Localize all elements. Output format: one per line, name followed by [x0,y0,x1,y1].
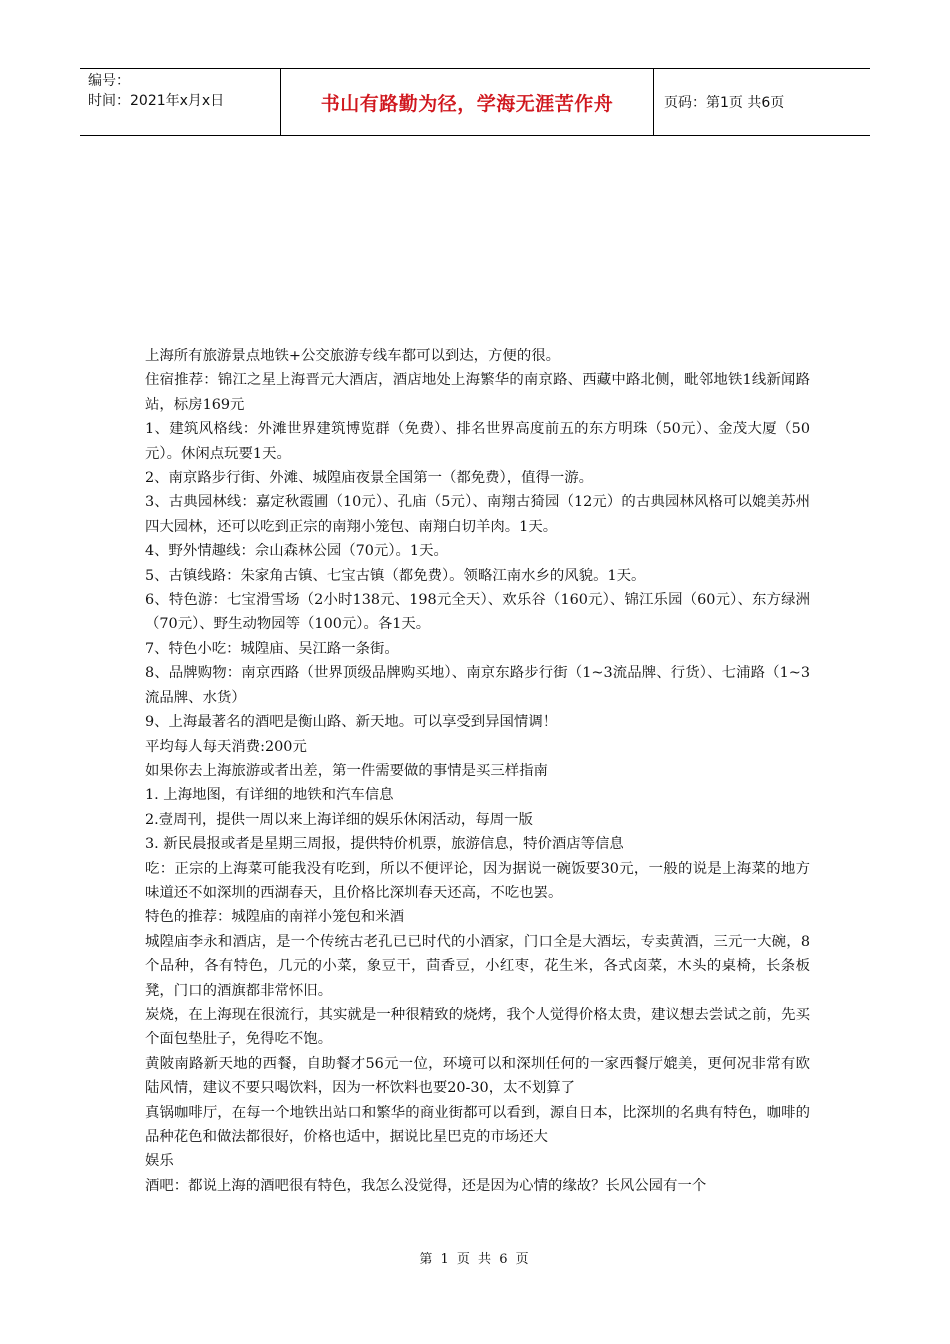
paragraph: 7、特色小吃：城隍庙、吴江路一条街。 [145,640,399,657]
paragraph: 吃：正宗的上海菜可能我没有吃到，所以不便评论，因为据说一碗饭要30元，一般的说是上海菜的地方味道还不如深圳的西湖春天，且价格比深圳春天还高，不吃也罢。 [145,860,810,901]
motto-text: 书山有路勤为径，学海无涯苦作舟 [320,92,614,115]
paragraph: 3. 新民晨报或者是星期三周报，提供特价机票，旅游信息，特价酒店等信息 [145,836,624,853]
paragraph: 6、特色游：七宝滑雪场（2小时138元、198元全天）、欢乐谷（160元）、锦江乐园（60元）、东方绿洲（70元）、野生动物园等（100元）。各1天。 [145,592,810,633]
paragraph: 酒吧：都说上海的酒吧很有特色，我怎么没觉得，还是因为心情的缘故？长风公园有一个 [145,1177,707,1194]
header-meta [80,69,281,135]
paragraph: 黄陂南路新天地的西餐，自助餐才56元一位，环境可以和深圳任何的一家西餐厅媲美，更何况非常有欧陆风情，建议不要只喝饮料，因为一杯饮料也要20-30，太不划算了 [145,1055,810,1097]
paragraph: 8、品牌购物：南京西路（世界顶级品牌购买地）、南京东路步行街（1~3流品牌、行货）、七浦路（1~3流品牌、水货） [145,665,810,706]
header-motto [281,69,654,135]
document-body [145,344,810,1198]
page-indicator: 页码：第1页 共6页 [664,95,785,111]
paragraph: 住宿推荐：锦江之星上海晋元大酒店，酒店地处上海繁华的南京路、西藏中路北侧，毗邻地铁1线新闻路站，标房169元 [145,372,810,413]
paragraph: 炭烧，在上海现在很流行，其实就是一种很精致的烧烤，我个人觉得价格太贵，建议想去尝试之前，先买个面包垫肚子，免得吃不饱。 [145,1006,810,1048]
paragraph: 3、古典园林线：嘉定秋霞圃（10元）、孔庙（5元）、南翔古猗园（12元）的古典园林风格可以媲美苏州四大园林，还可以吃到正宗的南翔小笼包、南翔白切羊肉。1天。 [145,494,810,535]
page-footer [0,1248,950,1267]
paragraph: 2.壹周刊，提供一周以来上海详细的娱乐休闲活动，每周一版 [145,811,533,828]
paragraph: 4、野外情趣线：佘山森林公园（70元）。1天。 [145,543,448,560]
header-page-info [654,69,870,135]
paragraph: 上海所有旅游景点地铁+公交旅游专线车都可以到达，方便的很。 [145,348,560,364]
document-number: 编号： [88,73,130,89]
paragraph: 如果你去上海旅游或者出差，第一件需要做的事情是买三样指南 [145,762,548,779]
paragraph: 特色的推荐：城隍庙的南祥小笼包和米酒 [145,909,405,926]
paragraph: 2、南京路步行街、外滩、城隍庙夜景全国第一（都免费），值得一游。 [145,470,594,487]
paragraph: 1、建筑风格线：外滩世界建筑博览群（免费）、排名世界高度前五的东方明珠（50元）、金茂大厦（50元）。休闲点玩要1天。 [145,421,810,462]
footer-page-number: 第 1 页 共 6 页 [419,1252,531,1267]
header-table [80,68,870,136]
paragraph: 1. 上海地图，有详细的地铁和汽车信息 [145,787,394,804]
paragraph: 真锅咖啡厅，在每一个地铁出站口和繁华的商业街都可以看到，源自日本，比深圳的名典有特色，咖啡的品种花色和做法都很好，价格也适中，据说比星巴克的市场还大 [145,1104,810,1145]
paragraph: 9、上海最著名的酒吧是衡山路、新天地。可以享受到异国情调！ [145,714,558,731]
paragraph: 城隍庙李永和酒店，是一个传统古老孔已已时代的小酒家，门口全是大酒坛，专卖黄酒，三元一大碗，8个品种，各有特色，几元的小菜，象豆干，茴香豆，小红枣，花生米，各式卤菜，木头的桌椅，长条板凳，门口的酒旗都非常怀旧。 [145,933,810,999]
paragraph: 娱乐 [145,1153,174,1170]
paragraph: 平均每人每天消费:200元 [145,738,307,755]
document-date: 时间：2021年x月x日 [88,93,225,109]
paragraph: 5、古镇线路：朱家角古镇、七宝古镇（都免费）。领略江南水乡的风貌。1天。 [145,567,646,584]
